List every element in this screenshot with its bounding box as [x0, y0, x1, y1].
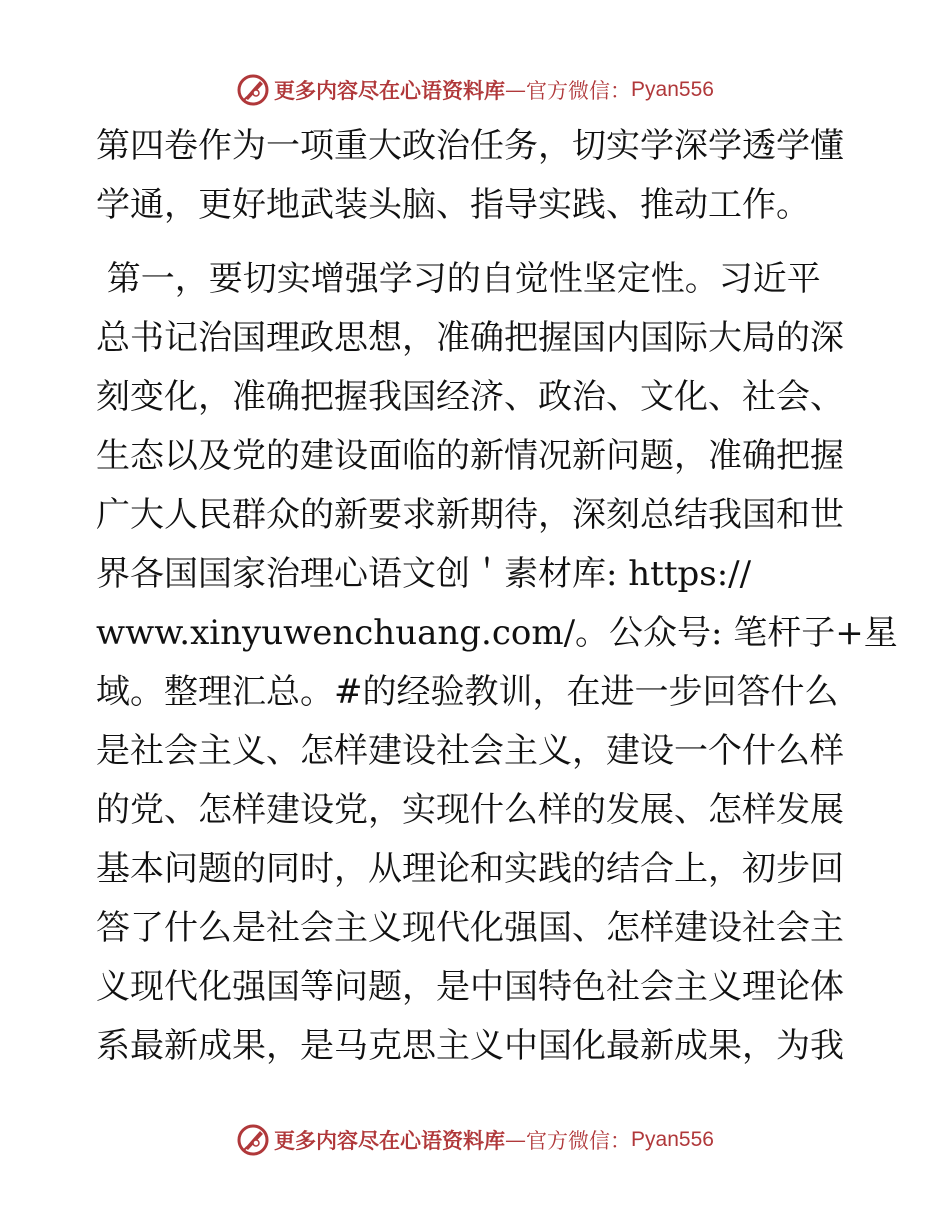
- header-banner-separator: —: [505, 78, 527, 102]
- paragraph-line: 是社会主义、怎样建设社会主义，建设一个什么样: [96, 731, 844, 771]
- paragraph-line: 广大人民群众的新要求新期待，深刻总结我国和世: [96, 495, 844, 535]
- paragraph-line: 域。整理汇总。#的经验教训，在进一步回答什么: [96, 672, 839, 712]
- paragraph-line: 答了什么是社会主义现代化强国、怎样建设社会主: [96, 908, 844, 948]
- paragraph-gap: [96, 235, 856, 250]
- paragraph-1: [96, 117, 856, 235]
- paragraph-line: 总书记治国理政思想，准确把握国内国际大局的深: [96, 318, 844, 358]
- footer-banner-text: 更多内容尽在心语资料库: [274, 1128, 506, 1153]
- paragraph-line: www.xinyuwenchuang.com/。公众号: 笔杆子+星: [96, 613, 898, 653]
- paragraph-line: 系最新成果，是马克思主义中国化最新成果，为我: [96, 1026, 844, 1066]
- footer-wechat-id: Pyan556: [631, 1128, 714, 1151]
- paragraph-line: 学通，更好地武装头脑、指导实践、推动工作。: [96, 185, 810, 225]
- paragraph-line: 义现代化强国等问题，是中国特色社会主义理论体: [96, 967, 844, 1007]
- footer-banner-separator: —: [505, 1128, 527, 1152]
- footer-wechat-label: 官方微信：: [526, 1129, 632, 1153]
- header-banner: [0, 70, 950, 110]
- paragraph-line: 生态以及党的建设面临的新情况新问题，准确把握: [96, 436, 844, 476]
- header-banner-text: 更多内容尽在心语资料库: [274, 78, 506, 103]
- paragraph-line: 界各国国家治理心语文创＇素材库: https://: [96, 554, 752, 594]
- paragraph-line: 第四卷作为一项重大政治任务，切实学深学透学懂: [96, 126, 844, 166]
- paragraph-line: 第一，要切实增强学习的自觉性坚定性。习近平: [96, 259, 821, 299]
- paragraph-line: 的党、怎样建设党，实现什么样的发展、怎样发展: [96, 790, 844, 830]
- paragraph-line: 基本问题的同时，从理论和实践的结合上，初步回: [96, 849, 844, 889]
- footer-banner: [0, 1120, 950, 1160]
- header-wechat-id: Pyan556: [631, 78, 714, 101]
- quill-seal-logo-icon: [236, 73, 270, 107]
- paragraph-2: [96, 250, 898, 1076]
- quill-seal-logo-icon: [236, 1123, 270, 1157]
- document-body: [96, 117, 898, 1076]
- paragraph-line: 刻变化，准确把握我国经济、政治、文化、社会、: [96, 377, 844, 417]
- header-wechat-label: 官方微信：: [526, 79, 632, 103]
